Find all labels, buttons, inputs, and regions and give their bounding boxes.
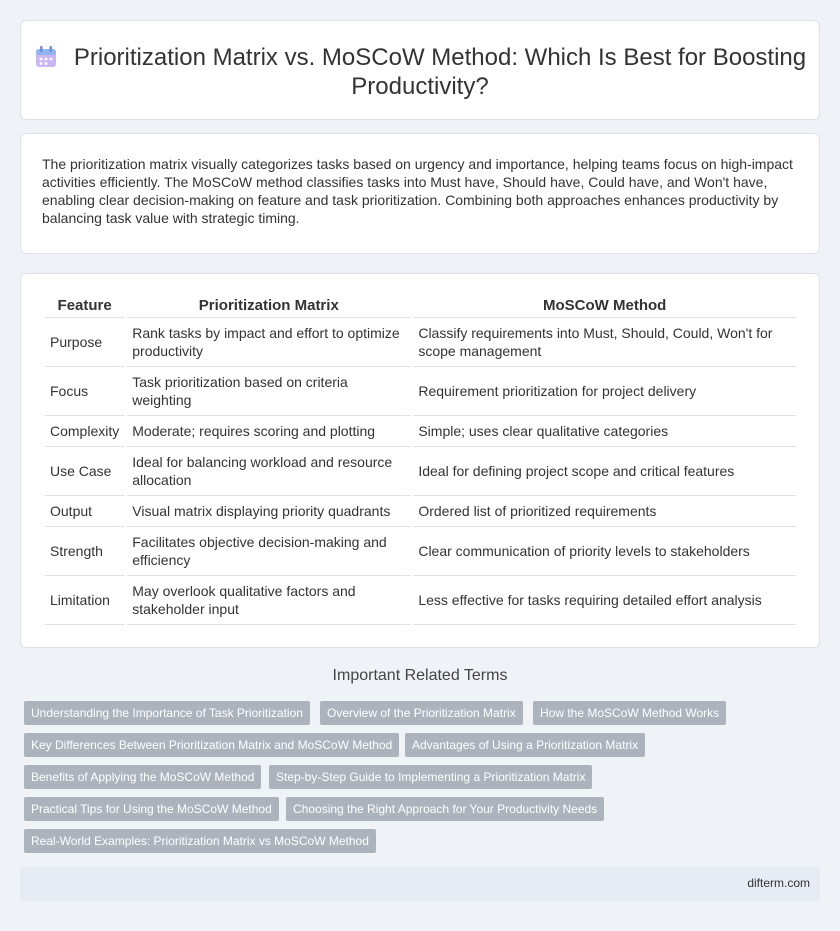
page-title-text: Prioritization Matrix vs. MoSCoW Method: Which Is Best for Boosting Productivity? xyxy=(73,44,807,100)
related-term-link[interactable]: Advantages of Using a Prioritization Matrix xyxy=(405,733,645,757)
column-header: Prioritization Matrix xyxy=(127,294,410,318)
feature-cell: Purpose xyxy=(45,318,124,367)
feature-cell: Output xyxy=(45,496,124,527)
matrix-cell: Moderate; requires scoring and plotting xyxy=(127,416,410,447)
column-header: MoSCoW Method xyxy=(413,294,796,318)
calendar-icon xyxy=(34,45,58,69)
table-row xyxy=(45,318,796,367)
related-term-link[interactable]: Understanding the Importance of Task Prioritization xyxy=(24,701,310,725)
table-row xyxy=(45,447,796,496)
moscow-cell: Ordered list of prioritized requirements xyxy=(413,496,796,527)
header-card xyxy=(20,20,820,120)
related-term-link[interactable]: Step-by-Step Guide to Implementing a Prioritization Matrix xyxy=(269,765,592,789)
matrix-cell: Ideal for balancing workload and resource allocation xyxy=(127,447,410,496)
feature-cell: Focus xyxy=(45,367,124,416)
table-row xyxy=(45,367,796,416)
related-terms-title: Important Related Terms xyxy=(332,667,508,684)
moscow-cell: Classify requirements into Must, Should, Could, Won't for scope management xyxy=(413,318,796,367)
feature-cell: Strength xyxy=(45,527,124,576)
related-term-link[interactable]: Real-World Examples: Prioritization Matrix vs MoSCoW Method xyxy=(24,829,376,853)
table-row xyxy=(45,416,796,447)
feature-cell: Limitation xyxy=(45,576,124,625)
table-row xyxy=(45,576,796,625)
matrix-cell: Rank tasks by impact and effort to optimize productivity xyxy=(127,318,410,367)
intro-text: The prioritization matrix visually categorizes tasks based on urgency and importance, helping teams focus on high-impact activities efficiently. The MoSCoW method classifies tasks into Must have, Should have, Could have, and Won't have, enabling clear decision-making on feature and task prioritization. Combining both approaches enhances productivity by balancing task value with strategic timing. xyxy=(42,156,793,226)
related-term-link[interactable]: Practical Tips for Using the MoSCoW Method xyxy=(24,797,279,821)
moscow-cell: Less effective for tasks requiring detailed effort analysis xyxy=(413,576,796,625)
related-term-link[interactable]: Overview of the Prioritization Matrix xyxy=(320,701,523,725)
table-header-row xyxy=(45,294,796,318)
feature-cell: Complexity xyxy=(45,416,124,447)
related-term-link[interactable]: Benefits of Applying the MoSCoW Method xyxy=(24,765,261,789)
feature-cell: Use Case xyxy=(45,447,124,496)
moscow-cell: Ideal for defining project scope and critical features xyxy=(413,447,796,496)
comparison-table xyxy=(42,294,799,625)
footer xyxy=(20,867,820,901)
table-row xyxy=(45,496,796,527)
related-term-link[interactable]: Choosing the Right Approach for Your Productivity Needs xyxy=(286,797,604,821)
moscow-cell: Clear communication of priority levels to stakeholders xyxy=(413,527,796,576)
moscow-cell: Requirement prioritization for project delivery xyxy=(413,367,796,416)
table-row xyxy=(45,527,796,576)
footer-site-link[interactable]: difterm.com xyxy=(747,876,810,890)
moscow-cell: Simple; uses clear qualitative categories xyxy=(413,416,796,447)
intro-card xyxy=(20,133,820,254)
matrix-cell: May overlook qualitative factors and stakeholder input xyxy=(127,576,410,625)
comparison-card xyxy=(20,273,820,648)
page-title xyxy=(21,43,819,101)
matrix-cell: Visual matrix displaying priority quadrants xyxy=(127,496,410,527)
column-header: Feature xyxy=(45,294,124,318)
related-term-link[interactable]: Key Differences Between Prioritization Matrix and MoSCoW Method xyxy=(24,733,399,757)
related-term-link[interactable]: How the MoSCoW Method Works xyxy=(533,701,726,725)
matrix-cell: Facilitates objective decision-making and efficiency xyxy=(127,527,410,576)
matrix-cell: Task prioritization based on criteria weighting xyxy=(127,367,410,416)
